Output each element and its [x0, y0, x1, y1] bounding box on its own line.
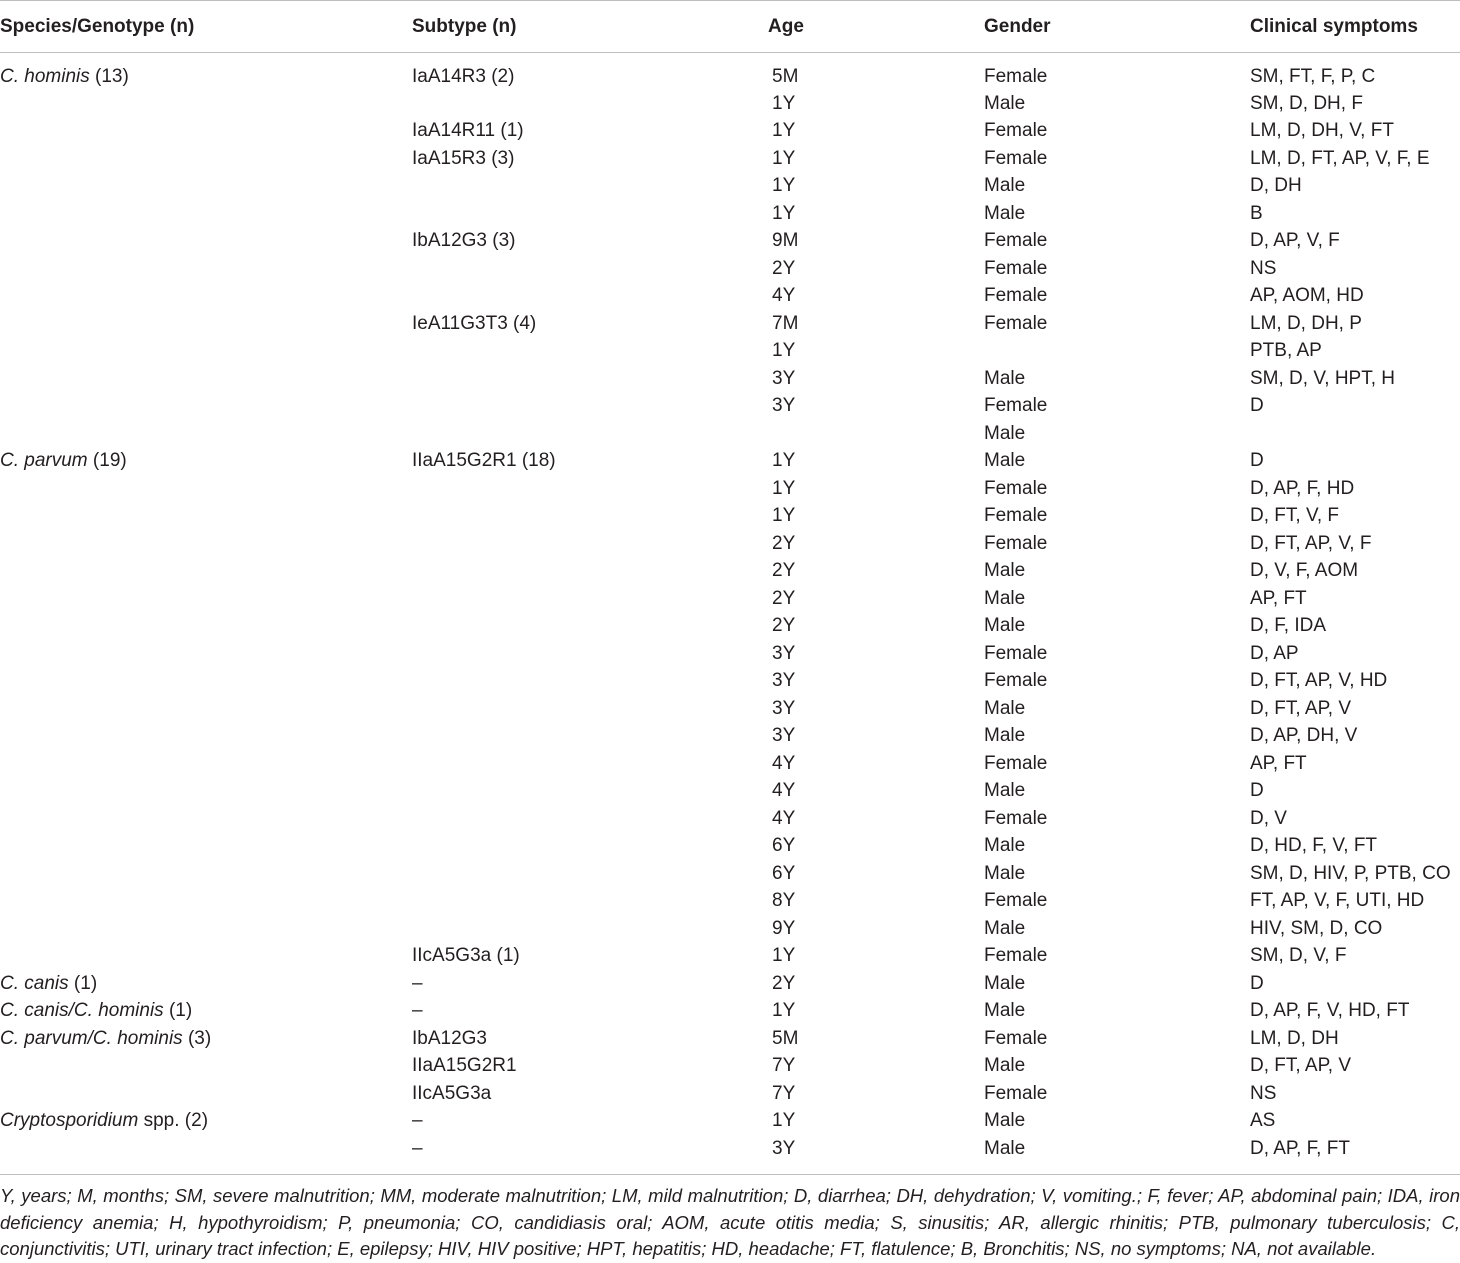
symptoms-cell: SM, D, DH, F	[1250, 92, 1363, 114]
symptoms-cell: B	[1250, 202, 1263, 224]
table-row	[0, 667, 1460, 695]
gender-cell: Male	[984, 1138, 1026, 1159]
table-body	[0, 53, 1460, 1171]
gender-cell: Female	[984, 1082, 1048, 1104]
gender-cell: Female	[984, 65, 1048, 87]
table-row	[0, 365, 1460, 393]
table-row	[0, 1107, 1460, 1135]
table-row	[0, 502, 1460, 530]
species-cell	[0, 1025, 412, 1053]
species-cell	[0, 887, 412, 915]
species-cell	[0, 695, 412, 723]
gender-cell: Female	[984, 890, 1048, 912]
species-cell	[0, 860, 412, 888]
species-cell	[0, 227, 412, 255]
species-count: spp. (2)	[138, 1110, 209, 1132]
species-cell	[0, 420, 412, 448]
symptoms-cell: D	[1250, 395, 1264, 417]
symptoms-cell: D, V	[1250, 807, 1287, 829]
species-cell	[0, 337, 412, 365]
age-cell: 3Y	[772, 395, 796, 417]
age-cell: 1Y	[772, 202, 796, 224]
table-row	[0, 805, 1460, 833]
species-cell	[0, 970, 412, 998]
symptoms-cell: LM, D, FT, AP, V, F, E	[1250, 147, 1430, 169]
gender-cell: Female	[984, 807, 1048, 829]
table-row	[0, 145, 1460, 173]
subtype-cell	[412, 887, 750, 915]
age-cell: 8Y	[772, 890, 796, 912]
symptoms-cell: NS	[1250, 257, 1277, 279]
symptoms-cell: SM, D, V, F	[1250, 945, 1347, 967]
age-cell: 1Y	[772, 175, 796, 197]
table-row	[0, 1135, 1460, 1171]
age-cell: 5M	[772, 1027, 799, 1049]
symptoms-cell: D, AP, F, V, HD, FT	[1250, 1000, 1410, 1022]
age-cell: 1Y	[772, 340, 796, 362]
table-row	[0, 255, 1460, 283]
subtype-cell: IIaA15G2R1 (18)	[412, 450, 556, 472]
gender-cell: Male	[984, 422, 1026, 444]
age-cell: 7Y	[772, 1082, 796, 1104]
gender-cell: Male	[984, 917, 1026, 939]
symptoms-cell: D, F, IDA	[1250, 615, 1327, 637]
table-row	[0, 337, 1460, 365]
subtype-cell: IaA14R3 (2)	[412, 65, 515, 87]
symptoms-cell: AP, FT	[1250, 587, 1307, 609]
species-cell	[0, 200, 412, 228]
species-cell	[0, 1107, 412, 1135]
symptoms-cell: HIV, SM, D, CO	[1250, 917, 1383, 939]
table-row	[0, 117, 1460, 145]
symptoms-cell: AP, AOM, HD	[1250, 285, 1364, 307]
table-row	[0, 942, 1460, 970]
age-cell: 1Y	[772, 1000, 796, 1022]
subtype-cell	[412, 172, 750, 200]
subtype-cell	[412, 832, 750, 860]
subtype-cell	[412, 337, 750, 365]
symptoms-cell: D, FT, V, F	[1250, 505, 1340, 527]
gender-cell: Female	[984, 147, 1048, 169]
species-count: (3)	[182, 1027, 212, 1049]
species-cell	[0, 255, 412, 283]
species-cell	[0, 145, 412, 173]
symptoms-cell: LM, D, DH, P	[1250, 312, 1362, 334]
gender-cell: Male	[984, 1110, 1026, 1132]
table-row	[0, 832, 1460, 860]
species-cell	[0, 1052, 412, 1080]
gender-cell: Male	[984, 450, 1026, 472]
species-cell	[0, 447, 412, 475]
age-cell: 9Y	[772, 917, 796, 939]
symptoms-cell: SM, FT, F, P, C	[1250, 65, 1376, 87]
table-row	[0, 887, 1460, 915]
species-cell	[0, 805, 412, 833]
species-name: C. parvum	[0, 450, 88, 472]
species-cell	[0, 722, 412, 750]
table-row	[0, 997, 1460, 1025]
subtype-cell	[412, 612, 750, 640]
table-header	[0, 1, 1460, 53]
age-cell: 1Y	[772, 147, 796, 169]
subtype-cell: IIcA5G3a (1)	[412, 945, 520, 967]
age-cell: 4Y	[772, 752, 796, 774]
species-cell	[0, 310, 412, 338]
table-row	[0, 200, 1460, 228]
table-row	[0, 90, 1460, 118]
species-cell	[0, 832, 412, 860]
species-name: Cryptosporidium	[0, 1110, 139, 1132]
species-count: (1)	[68, 972, 98, 994]
symptoms-cell: D, FT, AP, V, HD	[1250, 670, 1388, 692]
gender-cell: Female	[984, 532, 1048, 554]
gender-cell: Male	[984, 780, 1026, 802]
species-name: C. parvum/C. hominis	[0, 1027, 183, 1049]
gender-cell: Male	[984, 835, 1026, 857]
age-cell: 2Y	[772, 615, 796, 637]
species-cell	[0, 1080, 412, 1108]
table-row	[0, 392, 1460, 420]
gender-cell: Male	[984, 202, 1026, 224]
species-cell	[0, 53, 412, 90]
species-cell	[0, 612, 412, 640]
gender-cell	[984, 337, 1250, 365]
table-row	[0, 750, 1460, 778]
gender-cell: Female	[984, 312, 1048, 334]
gender-cell: Male	[984, 367, 1026, 389]
age-cell: 1Y	[772, 505, 796, 527]
symptoms-cell: PTB, AP	[1250, 340, 1322, 362]
symptoms-cell: AP, FT	[1250, 752, 1307, 774]
age-cell: 5M	[772, 65, 799, 87]
table-row	[0, 860, 1460, 888]
symptoms-cell: FT, AP, V, F, UTI, HD	[1250, 890, 1425, 912]
species-name: C. canis/C. hominis	[0, 1000, 164, 1022]
age-cell: 3Y	[772, 725, 796, 747]
age-cell: 3Y	[772, 642, 796, 664]
symptoms-cell: SM, D, V, HPT, H	[1250, 367, 1395, 389]
subtype-cell: –	[412, 1000, 423, 1022]
gender-cell: Male	[984, 92, 1026, 114]
header-clinical-symptoms: Clinical symptoms	[1250, 1, 1460, 53]
subtype-cell: –	[412, 1110, 423, 1132]
subtype-cell: IaA15R3 (3)	[412, 147, 515, 169]
symptoms-cell: D, FT, AP, V	[1250, 697, 1352, 719]
age-cell: 2Y	[772, 532, 796, 554]
age-cell: 7Y	[772, 1055, 796, 1077]
subtype-cell	[412, 282, 750, 310]
species-cell	[0, 90, 412, 118]
subtype-cell	[412, 557, 750, 585]
table-row	[0, 227, 1460, 255]
species-cell	[0, 557, 412, 585]
species-cell	[0, 750, 412, 778]
age-cell: 2Y	[772, 587, 796, 609]
gender-cell: Male	[984, 725, 1026, 747]
table-row	[0, 475, 1460, 503]
subtype-cell	[412, 722, 750, 750]
table-row	[0, 915, 1460, 943]
subtype-cell	[412, 255, 750, 283]
species-cell	[0, 777, 412, 805]
subtype-cell	[412, 750, 750, 778]
age-cell: 3Y	[772, 670, 796, 692]
age-cell: 6Y	[772, 835, 796, 857]
symptoms-cell: D, AP, V, F	[1250, 230, 1340, 252]
table-row	[0, 557, 1460, 585]
species-cell	[0, 585, 412, 613]
subtype-cell	[412, 915, 750, 943]
subtype-cell	[412, 585, 750, 613]
gender-cell: Male	[984, 560, 1026, 582]
symptoms-cell: D	[1250, 972, 1264, 994]
subtype-cell: –	[412, 972, 423, 994]
table-row	[0, 640, 1460, 668]
subtype-cell	[412, 475, 750, 503]
age-cell: 1Y	[772, 450, 796, 472]
subtype-cell: IeA11G3T3 (4)	[412, 312, 537, 334]
gender-cell: Female	[984, 285, 1048, 307]
table-row	[0, 695, 1460, 723]
subtype-cell	[412, 502, 750, 530]
subtype-cell	[412, 530, 750, 558]
species-cell	[0, 475, 412, 503]
gender-cell: Female	[984, 505, 1048, 527]
subtype-cell	[412, 200, 750, 228]
gender-cell: Female	[984, 477, 1048, 499]
table-row	[0, 585, 1460, 613]
table-row	[0, 970, 1460, 998]
age-cell: 4Y	[772, 807, 796, 829]
gender-cell: Male	[984, 697, 1026, 719]
table-row	[0, 530, 1460, 558]
age-cell: 3Y	[772, 367, 796, 389]
symptoms-cell: SM, D, HIV, P, PTB, CO	[1250, 862, 1451, 884]
symptoms-cell: NS	[1250, 1082, 1277, 1104]
symptoms-cell: D, AP, DH, V	[1250, 725, 1358, 747]
age-cell: 6Y	[772, 862, 796, 884]
age-cell: 1Y	[772, 1110, 796, 1132]
symptoms-cell: D	[1250, 450, 1264, 472]
gender-cell: Male	[984, 175, 1026, 197]
gender-cell: Male	[984, 1055, 1026, 1077]
symptoms-cell: D, HD, F, V, FT	[1250, 835, 1378, 857]
species-cell	[0, 172, 412, 200]
age-cell: 1Y	[772, 120, 796, 142]
table-row	[0, 1025, 1460, 1053]
gender-cell: Female	[984, 670, 1048, 692]
table-row	[0, 612, 1460, 640]
subtype-cell	[412, 777, 750, 805]
table-row	[0, 1052, 1460, 1080]
age-cell: 3Y	[772, 697, 796, 719]
species-cell	[0, 530, 412, 558]
gender-cell: Female	[984, 752, 1048, 774]
gender-cell: Male	[984, 587, 1026, 609]
header-gender: Gender	[984, 1, 1250, 53]
symptoms-cell: D, V, F, AOM	[1250, 560, 1359, 582]
species-cell	[0, 640, 412, 668]
table-row	[0, 722, 1460, 750]
species-name: C. hominis	[0, 65, 90, 87]
species-cell	[0, 915, 412, 943]
gender-cell: Female	[984, 120, 1048, 142]
subtype-cell: –	[412, 1138, 423, 1159]
subtype-cell	[412, 392, 750, 420]
species-cell	[0, 667, 412, 695]
symptoms-cell: LM, D, DH	[1250, 1027, 1339, 1049]
symptoms-cell: D, AP, F, FT	[1250, 1138, 1350, 1159]
species-cell	[0, 392, 412, 420]
table-row	[0, 310, 1460, 338]
age-cell: 2Y	[772, 972, 796, 994]
subtype-cell	[412, 640, 750, 668]
subtype-cell: IbA12G3	[412, 1027, 487, 1049]
subtype-cell	[412, 90, 750, 118]
symptoms-cell: D, FT, AP, V	[1250, 1055, 1352, 1077]
age-cell: 1Y	[772, 92, 796, 114]
species-cell	[0, 942, 412, 970]
table-row	[0, 53, 1460, 90]
age-cell: 4Y	[772, 285, 796, 307]
gender-cell: Female	[984, 642, 1048, 664]
age-cell: 1Y	[772, 477, 796, 499]
header-row	[0, 1, 1460, 53]
gender-cell: Female	[984, 395, 1048, 417]
subtype-cell: IaA14R11 (1)	[412, 120, 524, 142]
symptoms-cell	[1250, 420, 1460, 448]
age-cell: 3Y	[772, 1138, 796, 1159]
table-row	[0, 777, 1460, 805]
subtype-cell	[412, 365, 750, 393]
subtype-cell	[412, 805, 750, 833]
species-cell	[0, 117, 412, 145]
symptoms-cell: D, FT, AP, V, F	[1250, 532, 1372, 554]
symptoms-cell: AS	[1250, 1110, 1276, 1132]
table-row	[0, 172, 1460, 200]
age-cell: 9M	[772, 230, 799, 252]
gender-cell: Male	[984, 972, 1026, 994]
subtype-cell	[412, 420, 750, 448]
species-cell	[0, 365, 412, 393]
age-cell: 2Y	[772, 257, 796, 279]
symptoms-cell: D, DH	[1250, 175, 1302, 197]
species-cell	[0, 282, 412, 310]
table-row	[0, 447, 1460, 475]
species-cell	[0, 997, 412, 1025]
subtype-cell	[412, 860, 750, 888]
symptoms-cell: D	[1250, 780, 1264, 802]
header-age: Age	[750, 1, 984, 53]
subtype-cell	[412, 695, 750, 723]
subtype-cell: IIcA5G3a	[412, 1082, 492, 1104]
gender-cell: Male	[984, 615, 1026, 637]
species-cell	[0, 1135, 412, 1171]
species-cell	[0, 502, 412, 530]
age-cell: 2Y	[772, 560, 796, 582]
gender-cell: Female	[984, 230, 1048, 252]
symptoms-cell: D, AP, F, HD	[1250, 477, 1355, 499]
symptoms-cell: D, AP	[1250, 642, 1299, 664]
table-row	[0, 282, 1460, 310]
species-count: (19)	[87, 450, 127, 472]
gender-cell: Male	[984, 1000, 1026, 1022]
age-cell: 7M	[772, 312, 799, 334]
subtype-cell	[412, 667, 750, 695]
symptoms-cell: LM, D, DH, V, FT	[1250, 120, 1394, 142]
table-row	[0, 420, 1460, 448]
gender-cell: Female	[984, 1027, 1048, 1049]
header-subtype: Subtype (n)	[412, 1, 750, 53]
header-species: Species/Genotype (n)	[0, 1, 412, 53]
age-cell	[750, 420, 984, 448]
species-count: (13)	[89, 65, 129, 87]
age-cell: 1Y	[772, 945, 796, 967]
age-cell: 4Y	[772, 780, 796, 802]
species-name: C. canis	[0, 972, 69, 994]
gender-cell: Female	[984, 945, 1048, 967]
gender-cell: Male	[984, 862, 1026, 884]
subtype-cell: IbA12G3 (3)	[412, 230, 516, 252]
table-row	[0, 1080, 1460, 1108]
gender-cell: Female	[984, 257, 1048, 279]
table-footnote: Y, years; M, months; SM, severe malnutrition; MM, moderate malnutrition; LM, mild malnutrition; D, diarrhea; DH, dehydration; V, vomiting.; F, fever; AP, abdominal pain; IDA, iron deficiency anemia; H, hypothyroidism; P, pneumonia; CO, candidiasis oral; AOM, acute otitis media; S, sinusitis; AR, allergic rhinitis; PTB, pulmonary tuberculosis; C, conjunctivitis; UTI, urinary tract infection; E, epilepsy; HIV, HIV positive; HPT, hepatitis; HD, headache; FT, flatulence; B, Bronchitis; NS, no symptoms; NA, not available.	[0, 1174, 1460, 1263]
subtype-cell: IIaA15G2R1	[412, 1055, 517, 1077]
species-count: (1)	[163, 1000, 193, 1022]
